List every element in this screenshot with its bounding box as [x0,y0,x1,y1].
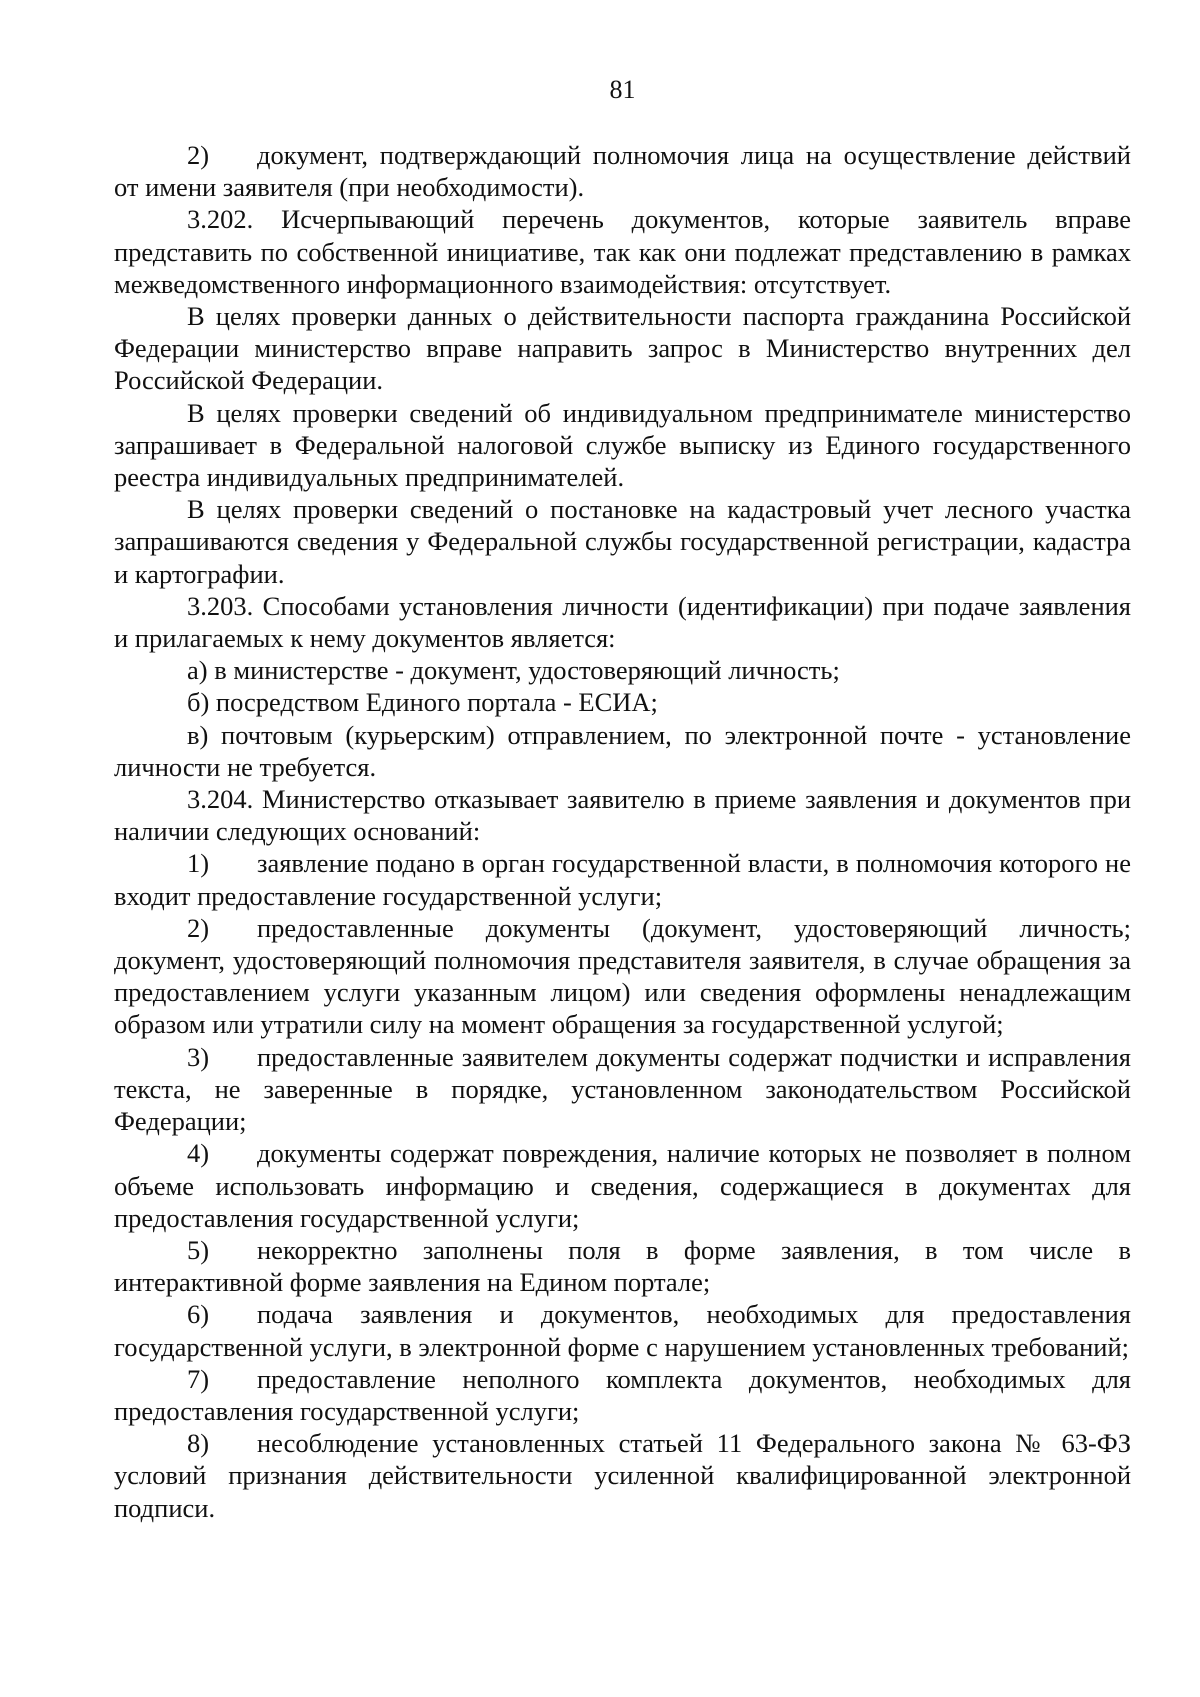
page-number: 81 [609,75,636,104]
item-text: несоблюдение установленных статьей 11 Федерального закона № 63-ФЗ условий признания действительности усиленной квалифицированной электронной подписи. [114,1428,1131,1523]
paragraph: а) в министерстве - документ, удостоверяющий личность; [187,655,840,686]
item-number: 8) [187,1428,210,1459]
item-number: 1) [187,848,210,879]
item-text: предоставление неполного комплекта документов, необходимых для предоставления государственной услуги; [114,1363,1131,1426]
list-item [114,1427,1131,1524]
item-text: предоставленные заявителем документы содержат подчистки и исправления текста, не заверенные в порядке, установленном законодательством Российской Федерации; [114,1041,1131,1137]
document-body [114,139,1131,1524]
item-text: предоставленные документы (документ, удостоверяющий личность; документ, удостоверяющий полномочия представителя заявителя, в случае обращения за предоставлением услуги указанным лицом) или сведения оформлены ненадлежащим образом или утратили силу на момент обращения за государственной услугой; [114,912,1131,1040]
list-item [114,1234,1131,1298]
list-item [114,1363,1131,1427]
paragraph: 3.202. Исчерпывающий перечень документов, которые заявитель вправе представить по собственной инициативе, так как они подлежат представлению в рамках межведомственного информационного взаимодействия: отсутствует. [114,204,1131,299]
list-item [114,847,1131,911]
paragraph: В целях проверки сведений о постановке на кадастровый учет лесного участка запрашиваются сведения у Федеральной службы государственной регистрации, кадастра и картографии. [114,494,1131,589]
item-number: 5) [187,1234,210,1265]
item-text: документы содержат повреждения, наличие которых не позволяет в полном объеме использовать информацию и сведения, содержащиеся в документах для предоставления государственной услуги; [114,1138,1131,1233]
item-number: 2) [187,912,210,943]
paragraph: в) почтовым (курьерским) отправлением, по электронной почте - установление личности не требуется. [114,719,1131,782]
list-item [114,1041,1131,1138]
paragraph: В целях проверки сведений об индивидуальном предпринимателе министерство запрашивает в Федеральной налоговой службе выписку из Единого государственного реестра индивидуальных предпринимателей. [114,397,1131,493]
list-item [114,912,1131,1041]
item-text: документ, подтверждающий полномочия лица на осуществление действий от имени заявителя (при необходимости). [114,140,1131,203]
item-text: подача заявления и документов, необходимых для предоставления государственной услуги, в электронной форме с нарушением установленных требований; [114,1299,1131,1362]
paragraph: В целях проверки данных о действительности паспорта гражданина Российской Федерации министерство вправе направить запрос в Министерство внутренних дел Российской Федерации. [114,301,1131,396]
paragraph: 3.203. Способами установления личности (идентификации) при подаче заявления и прилагаемых к нему документов является: [114,590,1131,654]
item-number: 6) [187,1299,210,1330]
paragraph: 3.204. Министерство отказывает заявителю в приеме заявления и документов при наличии следующих оснований: [114,784,1131,847]
list-item [114,139,1131,203]
item-number: 3) [187,1041,210,1072]
item-text: некорректно заполнены поля в форме заявления, в том числе в интерактивной форме заявления на Едином портале; [114,1234,1131,1298]
item-text: заявление подано в орган государственной власти, в полномочия которого не входит предоставление государственной услуги; [114,848,1131,911]
item-number: 2) [187,140,210,170]
item-number: 7) [187,1363,210,1394]
list-item [114,1137,1131,1234]
item-number: 4) [187,1138,210,1169]
paragraph: б) посредством Единого портала - ЕСИА; [187,687,658,718]
list-item [114,1298,1131,1362]
